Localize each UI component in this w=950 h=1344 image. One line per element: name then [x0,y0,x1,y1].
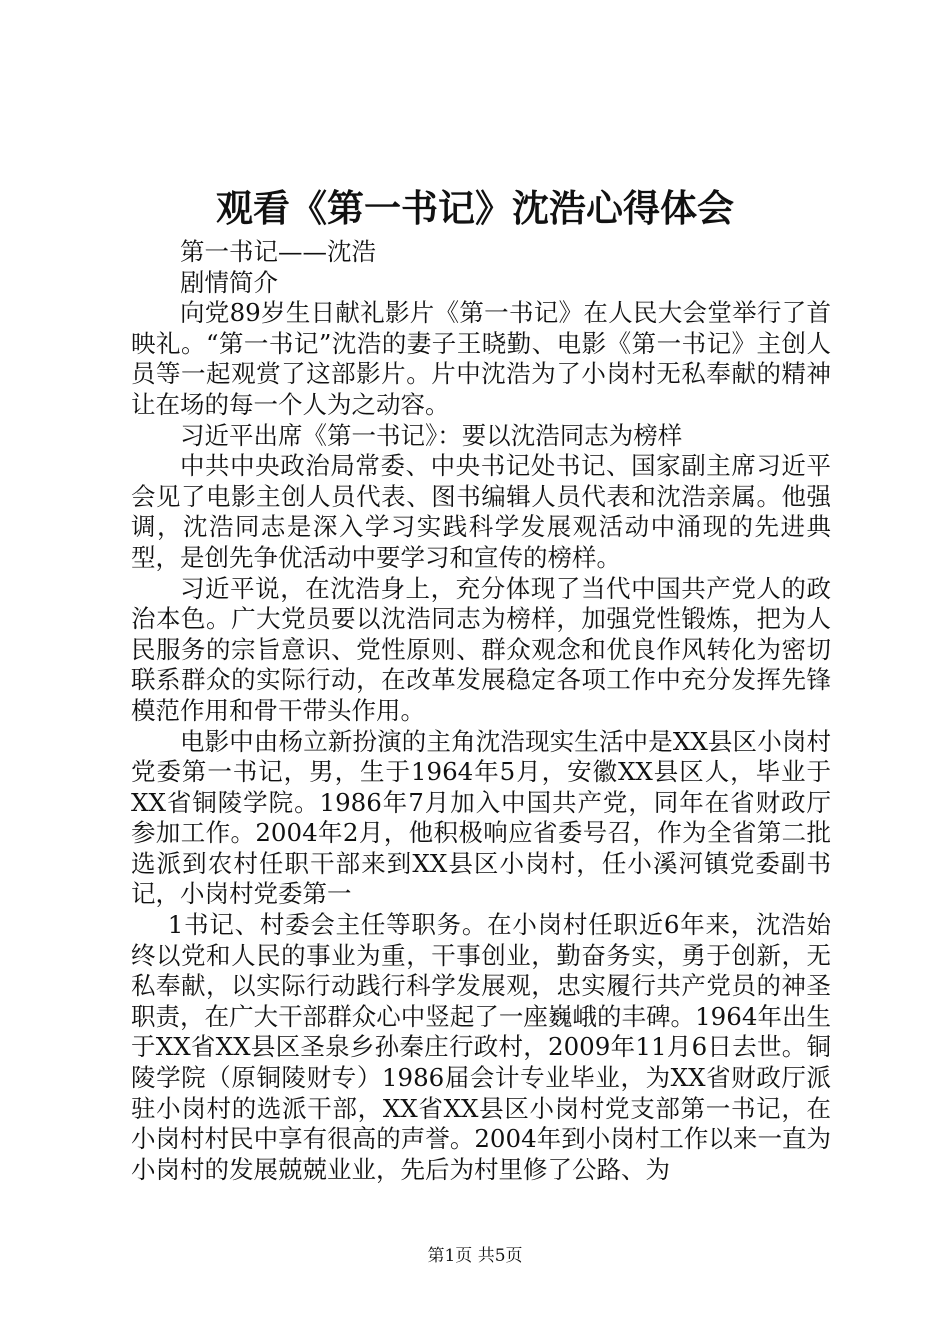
page-number: 第1页 共5页 [427,1246,523,1266]
body-paragraph: 电影中由杨立新扮演的主角沈浩现实生活中是XX县区小岗村党委第一书记，男，生于1964年5月，安徽XX县区人，毕业于XX省铜陵学院。1986年7月加入中国共产党，同年在省财政厅参加工作。2004年2月，他积极响应省委号召，作为全省第二批选派到农村任职干部来到XX县区小岗村，任小溪河镇党委副书记，小岗村党委第一 [131,726,831,909]
body-paragraph: 中共中央政治局常委、中央书记处书记、国家副主席习近平会见了电影主创人员代表、图书编辑人员代表和沈浩亲属。他强调，沈浩同志是深入学习实践科学发展观活动中涌现的先进典型，是创先争优活动中要学习和宣传的榜样。 [131,451,831,572]
body-paragraph: 习近平说，在沈浩身上，充分体现了当代中国共产党人的政治本色。广大党员要以沈浩同志为榜样，加强党性锻炼，把为人民服务的宗旨意识、党性原则、群众观念和优良作风转化为密切联系群众的实际行动，在改革发展稳定各项工作中充分发挥先锋模范作用和骨干带头作用。 [131,573,831,725]
document-title: 观看《第一书记》沈浩心得体会 [216,186,734,230]
document-body [131,237,831,1185]
body-paragraph: 1书记、村委会主任等职务。在小岗村任职近6年来，沈浩始终以党和人民的事业为重，干事创业，勤奋务实，勇于创新，无私奉献，以实际行动践行科学发展观，忠实履行共产党员的神圣职责，在广大干部群众心中竖起了一座巍峨的丰碑。1964年出生于XX省XX县区圣泉乡孙秦庄行政村，2009年11月6日去世。铜陵学院（原铜陵财专）1986届会计专业毕业，为XX省财政厅派驻小岗村的选派干部，XX省XX县区小岗村党支部第一书记，在小岗村村民中享有很高的声誉。2004年到小岗村工作以来一直为小岗村的发展兢兢业业，先后为村里修了公路、为 [131,910,831,1184]
section-heading: 剧情简介 [180,267,278,297]
body-paragraph: 向党89岁生日献礼影片《第一书记》在人民大会堂举行了首映礼。“第一书记”沈浩的妻子王晓勤、电影《第一书记》主创人员等一起观赏了这部影片。片中沈浩为了小岗村无私奉献的精神让在场的每一个人为之动容。 [131,298,831,419]
section-heading: 第一书记——沈浩 [180,237,376,266]
section-heading: 习近平出席《第一书记》：要以沈浩同志为榜样 [180,420,683,450]
